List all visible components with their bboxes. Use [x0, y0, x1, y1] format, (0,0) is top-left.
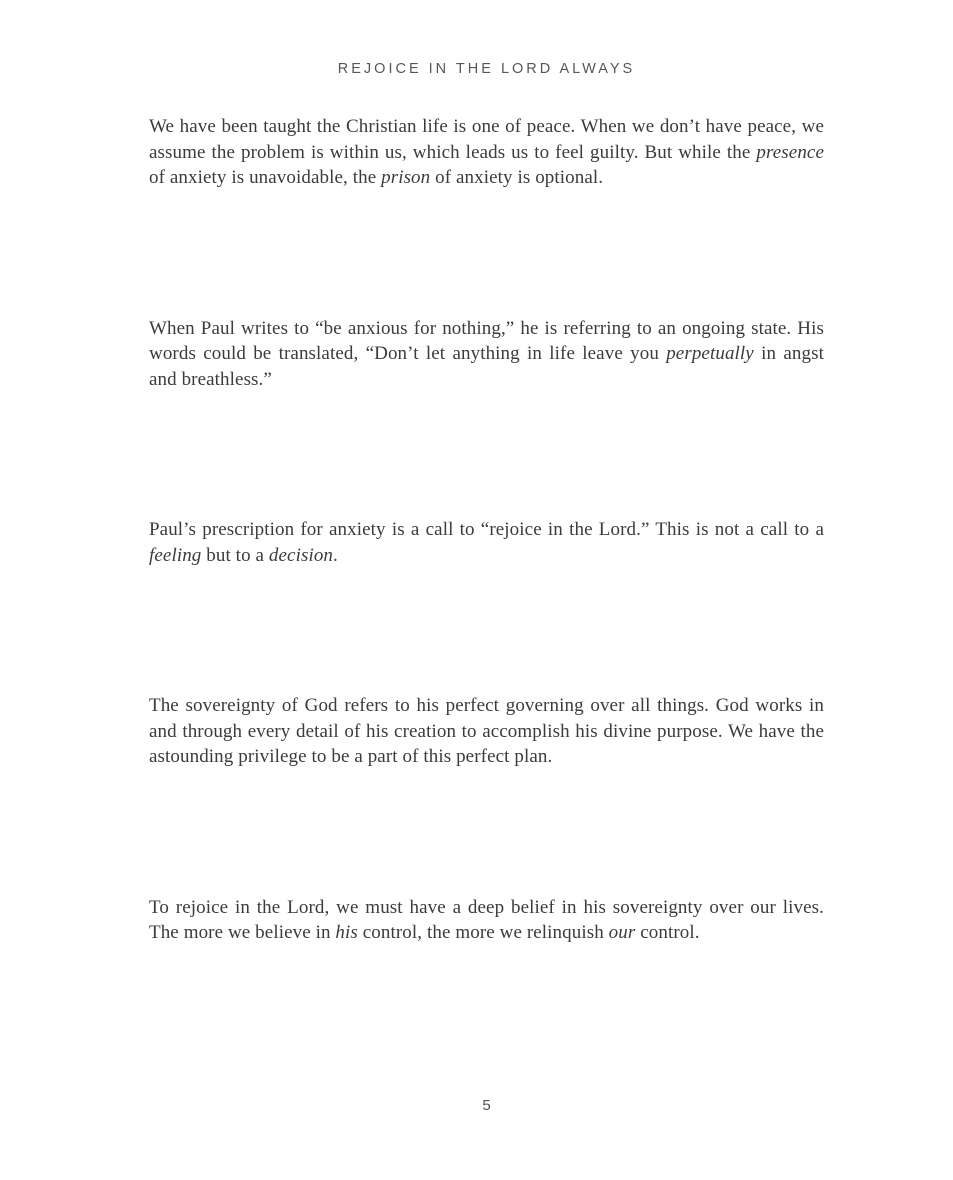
text-segment: .	[333, 544, 338, 566]
text-segment: control, the more we relinquish	[357, 922, 609, 943]
italic-text: presence	[756, 141, 824, 163]
running-header: REJOICE IN THE LORD ALWAYS	[337, 61, 636, 77]
italic-text: decision	[268, 544, 334, 566]
text-segment: To rejoice in the Lord, we must have a deep belief in his sovereignty over our lives. The more we believe in	[149, 896, 824, 943]
text-segment: Paul’s prescription for anxiety is a call to “rejoice in the Lord.” This is not a call to a	[149, 519, 824, 540]
page-content	[149, 114, 824, 946]
italic-text: perpetually	[666, 343, 754, 364]
body-paragraph	[149, 693, 824, 770]
italic-text: our	[608, 922, 636, 943]
body-paragraph	[149, 895, 824, 946]
italic-text: prison	[381, 167, 431, 188]
text-segment: We have been taught the Christian life is one of peace. When we don’t have peace, we assume the problem is within us, which leads us to feel guilty. But while the	[149, 116, 824, 163]
text-segment: in angst and breathless.”	[149, 343, 824, 390]
text-segment: but to a	[201, 544, 269, 566]
italic-text: his	[335, 922, 358, 943]
paragraphs	[149, 114, 824, 946]
page-number: 5	[482, 1097, 491, 1114]
text-segment: When Paul writes to “be anxious for nothing,” he is referring to an ongoing state. His words could be translated, “Don’t let anything in life leave you	[149, 317, 824, 364]
text-segment: The sovereignty of God refers to his perfect governing over all things. God works in and through every detail of his creation to accomplish his divine purpose. We have the astounding privilege to be a part of this perfect plan.	[149, 695, 824, 767]
italic-text: feeling	[149, 544, 202, 566]
text-segment: of anxiety is unavoidable, the	[149, 167, 382, 188]
body-paragraph	[149, 517, 824, 568]
body-paragraph	[149, 114, 824, 191]
text-segment: of anxiety is optional.	[430, 167, 604, 188]
body-paragraph	[149, 316, 824, 393]
text-segment: control.	[635, 922, 700, 943]
